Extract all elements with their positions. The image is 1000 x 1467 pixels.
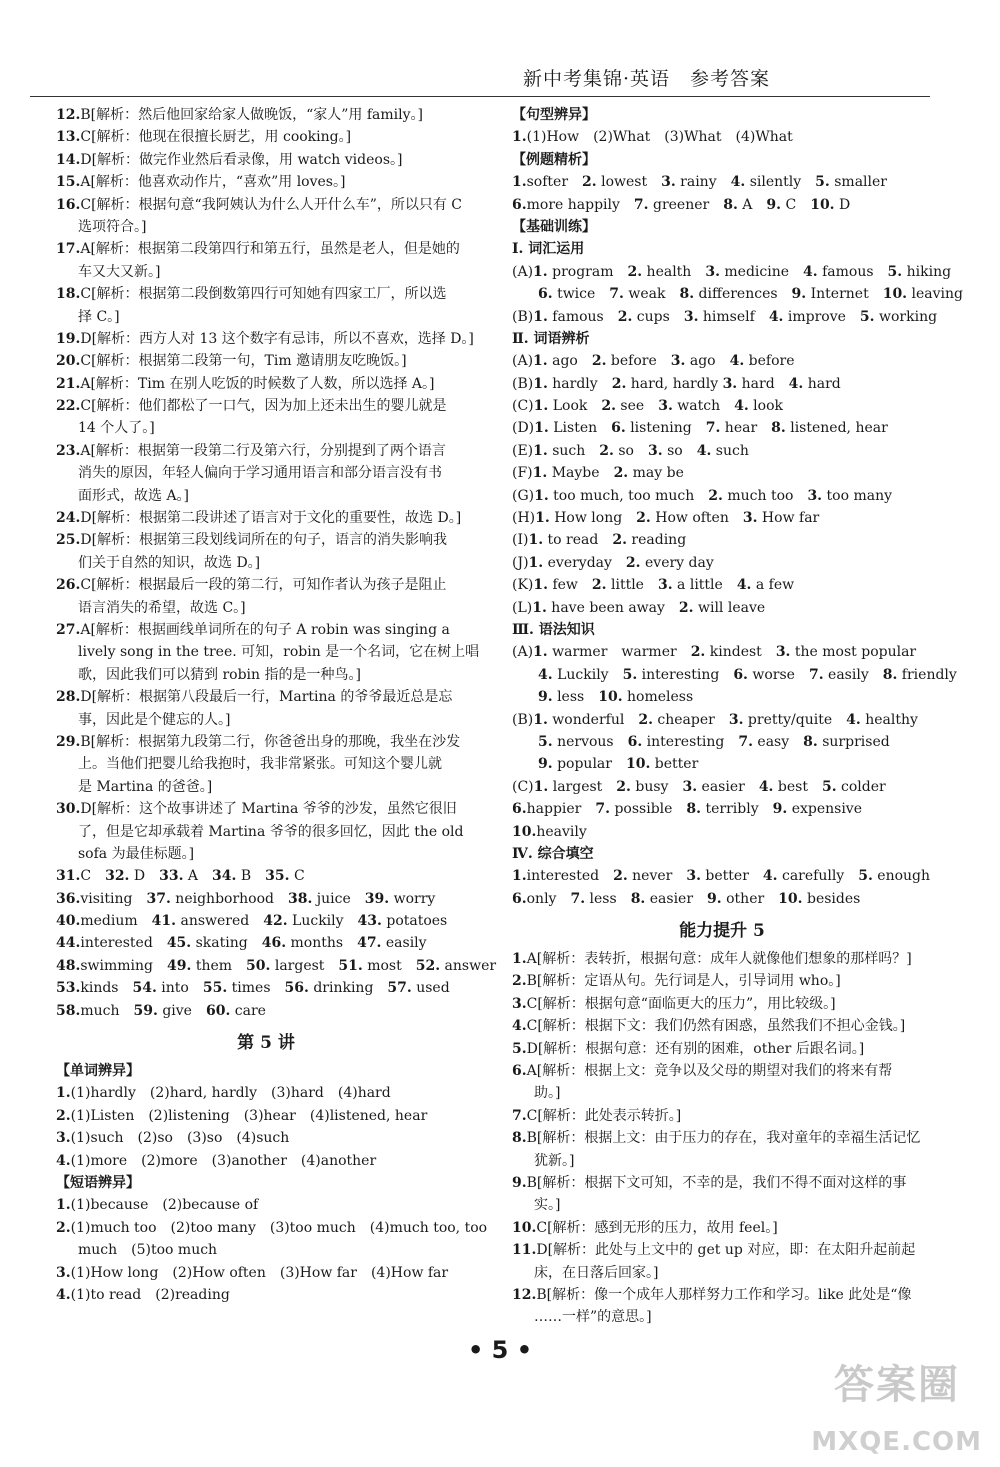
item-number: 10. bbox=[512, 823, 537, 840]
item-number: 1. bbox=[512, 129, 527, 146]
answer-continuation: 了，但是它却承载着 Martina 爷爷的很多回忆，因此 the old bbox=[78, 823, 464, 840]
item-number: 4. bbox=[56, 1152, 71, 1169]
page-header bbox=[30, 62, 930, 97]
answer-line bbox=[56, 1150, 476, 1172]
answer-line bbox=[56, 1105, 476, 1127]
answer-text: swimming 49. them 50. largest 51. most 52. answer bbox=[80, 957, 497, 974]
answer-continuation: 实。] bbox=[534, 1197, 561, 1214]
answer-continuation: 床，在日落后回家。] bbox=[534, 1264, 659, 1281]
answer-text: happier 7. possible 8. terribly 9. expensive bbox=[526, 801, 863, 818]
answer-text: B[解析：根据第九段第二行，你爸爸出身的那晚，我坐在沙发 bbox=[80, 733, 461, 750]
answer-line bbox=[56, 798, 476, 820]
answer-group-line: 9. less 10. homeless bbox=[538, 689, 694, 706]
answer-line bbox=[56, 440, 476, 462]
answer-continuation: 选项符合。] bbox=[78, 218, 147, 235]
item-number: 2. bbox=[56, 1107, 71, 1124]
answer-text: more happily 7. greener 8. A 9. C 10. D bbox=[526, 196, 851, 213]
item-number: 6. bbox=[512, 196, 527, 213]
answer-continuation: 择 C。] bbox=[78, 308, 120, 325]
answer-continuation: 事，因此是个健忘的人。] bbox=[78, 711, 231, 728]
answer-continuation: 面形式，故选 A。] bbox=[78, 487, 190, 504]
answer-line bbox=[56, 529, 476, 551]
item-number: 16. bbox=[56, 196, 81, 213]
answer-line bbox=[512, 1015, 932, 1037]
answer-line bbox=[56, 395, 476, 417]
answer-text: (1)more (2)more (3)another (4)another bbox=[70, 1152, 377, 1169]
answer-line bbox=[56, 1127, 476, 1149]
answer-text: C[解析：根据最后一段的第二行，可知作者认为孩子是阻止 bbox=[80, 577, 447, 594]
item-number: 3. bbox=[56, 1130, 71, 1147]
item-number: 3. bbox=[56, 1264, 71, 1281]
left-column bbox=[56, 104, 497, 1306]
answer-line bbox=[56, 865, 476, 887]
answer-line bbox=[56, 507, 476, 529]
answer-text: (1)Listen (2)listening (3)hear (4)listened, hear bbox=[70, 1107, 428, 1124]
answer-line bbox=[56, 686, 476, 708]
answer-line bbox=[56, 283, 476, 305]
answer-text: A[解析：Tim 在别人吃饭的时候数了人数，所以选择 A。] bbox=[80, 375, 435, 392]
item-number: 31. bbox=[56, 868, 81, 885]
answer-continuation: 助。] bbox=[534, 1085, 561, 1102]
item-number: 25. bbox=[56, 532, 81, 549]
answer-line bbox=[56, 1082, 476, 1104]
subsection-label: 【单词辨异】 bbox=[56, 1063, 140, 1080]
answer-text: C[解析：此处表示转折。] bbox=[526, 1107, 682, 1124]
answer-line bbox=[512, 993, 932, 1015]
answer-text: C[解析：根据第二段第一句，Tim 邀请朋友吃晚饭。] bbox=[80, 353, 407, 370]
answer-line bbox=[56, 104, 476, 126]
answer-text: A[解析：表转折，根据句意：成年人就像他们想象的那样吗？] bbox=[526, 951, 912, 968]
answer-continuation: 犹新。] bbox=[534, 1152, 575, 1169]
item-number: 13. bbox=[56, 129, 81, 146]
answer-line bbox=[512, 1038, 932, 1060]
item-number: 1. bbox=[512, 951, 527, 968]
answer-continuation: 语言消失的希望，故选 C。] bbox=[78, 599, 246, 616]
answer-text: (1)to read (2)reading bbox=[70, 1286, 230, 1303]
answer-continuation: lively song in the tree. 可知，robin 是一个名词，它在树上唱 bbox=[78, 644, 480, 661]
item-number: 1. bbox=[512, 174, 527, 191]
section-heading: 第 5 讲 bbox=[237, 1033, 295, 1054]
answer-continuation: 们关于自然的知识，故选 D。] bbox=[78, 554, 261, 571]
item-number: 17. bbox=[56, 241, 81, 258]
answer-text: D[解析：做完作业然后看录像，用 watch videos。] bbox=[80, 151, 403, 168]
answer-line bbox=[512, 1172, 932, 1194]
answer-line bbox=[56, 149, 476, 171]
answer-text: C[解析：他们都松了一口气，因为加上还未出生的婴儿就是 bbox=[80, 398, 447, 415]
answer-text: (1)How (2)What (3)What (4)What bbox=[526, 129, 793, 146]
answer-group-line: (G)1. too much, too much 2. much too 3. too many bbox=[512, 487, 892, 504]
answer-text: interested 45. skating 46. months 47. easily bbox=[80, 935, 427, 952]
subsection-label: Ⅳ. 综合填空 bbox=[512, 845, 594, 862]
answer-text: much 59. give 60. care bbox=[80, 1002, 266, 1019]
item-number: 28. bbox=[56, 689, 81, 706]
answer-continuation: 消失的原因，年轻人偏向于学习通用语言和部分语言没有书 bbox=[78, 465, 442, 482]
answer-line bbox=[512, 888, 932, 910]
answer-continuation: 是 Martina 的爸爸。] bbox=[78, 778, 213, 795]
answer-text: (1)How long (2)How often (3)How far (4)How far bbox=[70, 1264, 449, 1281]
answer-line bbox=[56, 1217, 488, 1239]
watermark-chars: 答案圈 bbox=[834, 1362, 960, 1408]
item-number: 6. bbox=[512, 1063, 527, 1080]
answer-group-line: (F)1. Maybe 2. may be bbox=[512, 465, 684, 482]
item-number: 53. bbox=[56, 980, 81, 997]
answer-text: B[解析：像一个成年人那样努力工作和学习。like 此处是“像 bbox=[536, 1286, 912, 1303]
answer-text: C[解析：根据第二段倒数第四行可知她有四家工厂，所以选 bbox=[80, 286, 447, 303]
answer-group-line: (C)1. Look 2. see 3. watch 4. look bbox=[512, 398, 783, 415]
item-number: 5. bbox=[512, 1040, 527, 1057]
answer-line bbox=[56, 955, 497, 977]
item-number: 4. bbox=[512, 1018, 527, 1035]
answer-line bbox=[56, 619, 476, 641]
answer-text: D[解析：根据第三段划线词所在的句子，语言的消失影响我 bbox=[80, 532, 448, 549]
answer-line bbox=[512, 948, 932, 970]
answer-text: B[解析：定语从句。先行词是人，引导词用 who。] bbox=[526, 973, 841, 990]
item-number: 18. bbox=[56, 286, 81, 303]
answer-text: D[解析：根据第八段最后一行，Martina 的爷爷最近总是忘 bbox=[80, 689, 453, 706]
item-number: 3. bbox=[512, 995, 527, 1012]
answer-line bbox=[512, 1060, 932, 1082]
answer-line bbox=[512, 1127, 932, 1149]
answer-text: kinds 54. into 55. times 56. drinking 57. used bbox=[80, 980, 450, 997]
answer-continuation: 歌，因此我们可以猜到 robin 指的是一种鸟。] bbox=[78, 666, 361, 683]
answer-text: C[解析：感到无形的压力，故用 feel。] bbox=[536, 1219, 778, 1236]
answer-line bbox=[512, 126, 932, 148]
answer-line bbox=[56, 126, 476, 148]
item-number: 8. bbox=[512, 1130, 527, 1147]
item-number: 40. bbox=[56, 913, 81, 930]
item-number: 9. bbox=[512, 1174, 527, 1191]
answer-group-line: (A)1. program 2. health 3. medicine 4. famous 5. hiking bbox=[512, 263, 952, 280]
answer-group-line: (B)1. wonderful 2. cheaper 3. pretty/quite 4. healthy bbox=[512, 711, 918, 728]
answer-text: D[解析：西方人对 13 这个数字有忌讳，所以不喜欢，选择 D。] bbox=[80, 330, 474, 347]
item-number: 48. bbox=[56, 957, 81, 974]
answer-text: C[解析：他现在很擅长厨艺，用 cooking。] bbox=[80, 129, 352, 146]
answer-text: (1)such (2)so (3)so (4)such bbox=[70, 1130, 290, 1147]
item-number: 6. bbox=[512, 890, 527, 907]
subsection-label: Ⅱ. 词语辨析 bbox=[512, 330, 590, 347]
subsection-label: 【短语辨异】 bbox=[56, 1174, 140, 1191]
answer-text: A[解析：根据上文：竞争以及父母的期望对我们的将来有帮 bbox=[526, 1063, 893, 1080]
answer-line bbox=[56, 328, 476, 350]
answer-text: C[解析：根据句意“我阿姨认为什么人开什么车”，所以只有 C bbox=[80, 196, 463, 213]
subsection-label: 【例题精析】 bbox=[512, 151, 596, 168]
answer-line bbox=[56, 373, 476, 395]
answer-line bbox=[56, 350, 476, 372]
item-number: 23. bbox=[56, 442, 81, 459]
answer-text: D[解析：根据第二段讲述了语言对于文化的重要性，故选 D。] bbox=[80, 510, 462, 527]
answer-group-line: (D)1. Listen 6. listening 7. hear 8. listened, hear bbox=[512, 420, 888, 437]
item-number: 27. bbox=[56, 621, 81, 638]
item-number: 12. bbox=[56, 107, 81, 123]
item-number: 58. bbox=[56, 1002, 81, 1019]
answer-line bbox=[56, 888, 476, 910]
answer-text: interested 2. never 3. better 4. carefully 5. enough bbox=[526, 868, 931, 885]
answer-continuation: sofa 为最佳标题。] bbox=[78, 845, 195, 862]
answer-group-line: (K)1. few 2. little 3. a little 4. a few bbox=[512, 577, 795, 594]
item-number: 12. bbox=[512, 1286, 537, 1303]
answer-group-line: 6. twice 7. weak 8. differences 9. Internet 10. leaving bbox=[538, 286, 963, 303]
answer-line bbox=[56, 910, 476, 932]
answer-group-line: 5. nervous 6. interesting 7. easy 8. surprised bbox=[538, 733, 890, 750]
item-number: 44. bbox=[56, 935, 81, 952]
answer-line bbox=[512, 865, 932, 887]
answer-continuation: much (5)too much bbox=[78, 1242, 218, 1259]
answer-line bbox=[56, 171, 476, 193]
section-heading: 能力提升 5 bbox=[679, 921, 765, 942]
item-number: 24. bbox=[56, 510, 81, 527]
item-number: 29. bbox=[56, 733, 81, 750]
right-column bbox=[512, 104, 963, 1329]
answer-text: D[解析：根据句意：还有别的困难，other 后跟名词。] bbox=[526, 1040, 865, 1057]
item-number: 19. bbox=[56, 330, 81, 347]
answer-line bbox=[56, 1000, 476, 1022]
item-number: 4. bbox=[56, 1286, 71, 1303]
answer-line bbox=[56, 238, 476, 260]
watermark-logo bbox=[788, 1347, 988, 1457]
answer-group-line: (L)1. have been away 2. will leave bbox=[512, 599, 766, 616]
answer-line bbox=[56, 731, 476, 753]
item-number: 20. bbox=[56, 353, 81, 370]
answer-group-line: (B)1. hardly 2. hard, hardly 3. hard 4. hard bbox=[512, 375, 841, 392]
answer-continuation: 14 个人了。] bbox=[78, 420, 155, 437]
answer-text: A[解析：根据画线单词所在的句子 A robin was singing a bbox=[80, 621, 450, 638]
answer-group-line: (A)1. warmer warmer 2. kindest 3. the most popular bbox=[512, 644, 917, 661]
item-number: 6. bbox=[512, 801, 527, 818]
answer-line bbox=[56, 574, 476, 596]
answer-line bbox=[512, 1239, 932, 1261]
subsection-label: Ⅰ. 词汇运用 bbox=[512, 241, 585, 258]
answer-text: medium 41. answered 42. Luckily 43. potatoes bbox=[80, 913, 448, 930]
answer-continuation: 上。当他们把婴儿给我抱时，我非常紧张。可知这个婴儿就 bbox=[78, 756, 442, 773]
answer-continuation: 车又大又新。] bbox=[78, 263, 161, 280]
answer-text: D[解析：这个故事讲述了 Martina 爷爷的沙发，虽然它很旧 bbox=[80, 801, 457, 818]
answer-group-line: 9. popular 10. better bbox=[538, 756, 699, 773]
item-number: 1. bbox=[56, 1197, 71, 1214]
answer-line bbox=[56, 1262, 476, 1284]
item-number: 2. bbox=[56, 1219, 71, 1236]
answer-text: heavily bbox=[536, 823, 587, 840]
answer-group-line: (A)1. ago 2. before 3. ago 4. before bbox=[512, 353, 795, 370]
item-number: 2. bbox=[512, 973, 527, 990]
answer-line bbox=[56, 932, 476, 954]
answer-line bbox=[56, 977, 476, 999]
item-number: 7. bbox=[512, 1107, 527, 1124]
item-number: 26. bbox=[56, 577, 81, 594]
answer-line bbox=[56, 1194, 476, 1216]
answer-text: A[解析：根据第一段第二行及第六行，分别提到了两个语言 bbox=[80, 442, 446, 459]
item-number: 10. bbox=[512, 1219, 537, 1236]
item-number: 11. bbox=[512, 1242, 537, 1259]
answer-line bbox=[512, 1217, 932, 1239]
answer-group-line: (C)1. largest 2. busy 3. easier 4. best 5. colder bbox=[512, 778, 886, 795]
answer-line bbox=[512, 970, 932, 992]
answer-text: visiting 37. neighborhood 38. juice 39. worry bbox=[80, 890, 436, 907]
item-number: 1. bbox=[512, 868, 527, 885]
answer-text: (1)because (2)because of bbox=[70, 1197, 259, 1214]
answer-text: C 32. D 33. A 34. B 35. C bbox=[80, 868, 305, 885]
answer-text: B[解析：根据下文可知，不幸的是，我们不得不面对这样的事 bbox=[526, 1174, 907, 1191]
answer-group-line: (B)1. famous 2. cups 3. himself 4. improve 5. working bbox=[512, 308, 938, 325]
answer-group-line: (H)1. How long 2. How often 3. How far bbox=[512, 510, 820, 527]
answer-continuation: ……一样”的意思。] bbox=[534, 1309, 652, 1326]
answer-text: softer 2. lowest 3. rainy 4. silently 5. smaller bbox=[526, 174, 887, 191]
answer-text: C[解析：根据句意“面临更大的压力”，用比较级。] bbox=[526, 995, 836, 1012]
answer-text: (1)hardly (2)hard, hardly (3)hard (4)hard bbox=[70, 1085, 391, 1102]
answer-line bbox=[512, 821, 932, 843]
answer-line bbox=[512, 171, 932, 193]
subsection-label: Ⅲ. 语法知识 bbox=[512, 621, 595, 638]
answer-line bbox=[512, 1284, 932, 1306]
item-number: 15. bbox=[56, 174, 81, 191]
item-number: 21. bbox=[56, 375, 81, 392]
answer-text: B[解析：根据上文：由于压力的存在，我对童年的幸福生活记忆 bbox=[526, 1130, 921, 1147]
answer-text: A[解析：他喜欢动作片，“喜欢”用 loves。] bbox=[80, 174, 346, 191]
answer-line bbox=[512, 194, 932, 216]
answer-text: B[解析：然后他回家给家人做晚饭，“家人”用 family。] bbox=[80, 107, 424, 123]
header-title: 新中考集锦·英语 参考答案 bbox=[522, 68, 770, 90]
answer-text: A[解析：根据第二段第四行和第五行，虽然是老人，但是她的 bbox=[80, 241, 460, 258]
page-number: • 5 • bbox=[467, 1336, 533, 1364]
item-number: 36. bbox=[56, 890, 81, 907]
subsection-label: 【句型辨异】 bbox=[512, 107, 596, 123]
answer-group-line: (I)1. to read 2. reading bbox=[512, 532, 687, 549]
answer-line bbox=[56, 194, 476, 216]
item-number: 22. bbox=[56, 398, 81, 415]
answer-group-line: (J)1. everyday 2. every day bbox=[512, 554, 714, 571]
answer-text: C[解析：根据下文：我们仍然有困惑，虽然我们不担心金钱。] bbox=[526, 1018, 906, 1035]
answer-text: only 7. less 8. easier 9. other 10. besides bbox=[526, 890, 861, 907]
answer-text: D[解析：此处与上文中的 get up 对应，即：在太阳升起前起 bbox=[536, 1242, 916, 1259]
watermark-url: MXQE.COM bbox=[811, 1427, 982, 1457]
subsection-label: 【基础训练】 bbox=[512, 218, 596, 235]
answer-text: (1)much too (2)too many (3)too much (4)much too, too bbox=[70, 1219, 488, 1236]
answer-group-line: 4. Luckily 5. interesting 6. worse 7. easily 8. friendly bbox=[538, 666, 957, 683]
answer-line bbox=[512, 798, 932, 820]
item-number: 14. bbox=[56, 151, 81, 168]
item-number: 1. bbox=[56, 1085, 71, 1102]
item-number: 30. bbox=[56, 801, 81, 818]
answer-line bbox=[56, 1284, 476, 1306]
answer-line bbox=[512, 1105, 932, 1127]
answer-group-line: (E)1. such 2. so 3. so 4. such bbox=[512, 442, 749, 459]
